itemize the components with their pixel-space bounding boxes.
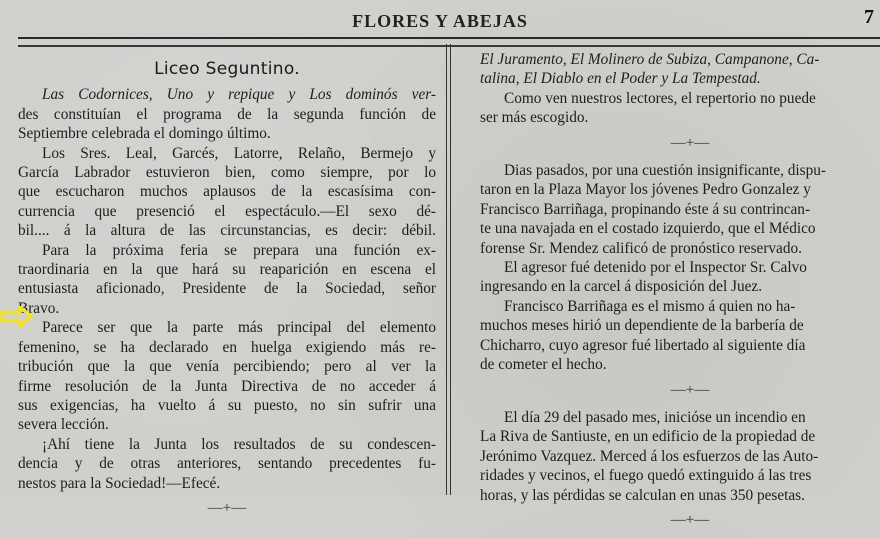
text-line: severa lección.	[18, 416, 109, 434]
text-line: nestos para la Sociedad!—Efecé.	[18, 474, 221, 492]
text-line: talina, El Diablo en el Poder y La Tempestad.	[480, 70, 761, 88]
column-divider	[446, 44, 451, 495]
left-column-body	[18, 85, 436, 493]
text-line: Los Sres. Leal, Garcés, Latorre, Relaño, Bermejo y	[42, 144, 436, 162]
text-line: forense Sr. Mendez calificó de pronóstico reservado.	[480, 239, 802, 257]
running-title: FLORES Y ABEJAS	[352, 11, 528, 31]
text-line: ridades y vecinos, el fuego quedó extinguido á las tres	[480, 467, 812, 485]
text-line: Jerónimo Vazquez. Merced á los esfuerzos de las Auto-	[480, 447, 819, 465]
text-line: El Juramento, El Molinero de Subiza, Campanone, Ca-	[480, 51, 820, 68]
article-title: Liceo Seguntino.	[154, 59, 300, 79]
text-line: te una navajada en el costado izquierdo, que el Médico	[480, 220, 816, 238]
text-line: tribución que la que venía percibiendo; pero al ver la	[18, 358, 436, 376]
text-line: Parece ser que la parte más principal del elemento	[42, 319, 436, 337]
text-line: de cometer el hecho.	[480, 356, 607, 374]
text-line: ser más escogido.	[480, 109, 589, 127]
text-line: taron en la Plaza Mayor los jóvenes Pedro Gonzalez y	[480, 181, 811, 199]
text-line: Para la próxima feria se prepara una función ex-	[42, 241, 436, 259]
text-line: El agresor fué detenido por el Inspector Sr. Calvo	[504, 259, 807, 277]
page-number: 7	[864, 6, 874, 28]
text-line: Las Codornices, Uno y repique y Los dominós ver-	[42, 86, 436, 104]
left-column	[18, 50, 436, 526]
text-line: sus exigencias, ha vuelto á su puesto, no sin sufrir una	[18, 396, 436, 414]
text-line: ¡Ahí tiene la Junta los resultados de su condescen-	[42, 435, 436, 453]
text-line: Francisco Barriñaga es el mismo á quien no ha-	[504, 297, 796, 315]
section-separator: —+—	[207, 499, 247, 516]
text-line: Como ven nuestros lectores, el repertorio no puede	[504, 89, 816, 107]
text-line: traordinaria en la que hará su reaparición en escena el	[18, 261, 436, 279]
text-line: El día 29 del pasado mes, inicióse un incendio en	[504, 408, 806, 426]
text-line: La Riva de Santiuste, en un edificio de la propiedad de	[480, 428, 816, 446]
text-line: horas, y las pérdidas se calculan en unas 350 pesetas.	[480, 486, 805, 504]
page-header	[0, 0, 880, 40]
right-column-body	[480, 50, 880, 530]
text-line: ingresando en la carcel á disposición del Juez.	[480, 278, 763, 296]
text-line: Septiembre celebrada el domingo último.	[18, 125, 271, 143]
text-line: entusiasta aficionado, Presidente de la Sociedad, señor	[18, 280, 436, 298]
right-column	[480, 50, 880, 538]
text-line: Chicharro, cuyo agresor fué libertado al siguiente día	[480, 336, 806, 354]
text-line: García Labrador estuvieron bien, como siempre, por lo	[18, 164, 436, 182]
text-line: currencia que presenció el espectáculo.—El sexo dé-	[18, 202, 436, 220]
text-line: femenino, se ha declarado en huelga exigiendo más re-	[18, 338, 436, 356]
section-separator: —+—	[670, 381, 710, 398]
text-line: Francisco Barriñaga, propinando éste á su contrincan-	[480, 200, 811, 218]
text-line: muchos meses hirió un dependiente de la barbería de	[480, 317, 804, 335]
text-line: firme resolución de la Junta Directiva de no acceder á	[18, 377, 436, 395]
text-line: bil.... á la altura de las circunstancias, es decir: débil.	[18, 222, 436, 240]
text-line: que escucharon muchos aplausos de la escasísima con-	[18, 183, 436, 201]
text-line: Dias pasados, por una cuestión insignificante, dispu-	[504, 162, 827, 180]
text-line: Bravo.	[18, 299, 60, 317]
text-line: dencia y de otras anteriores, sentando precedentes fu-	[18, 455, 436, 473]
section-separator: —+—	[670, 134, 710, 151]
text-line: des constituían el programa de la segunda función de	[18, 105, 436, 123]
section-separator: —+—	[670, 511, 710, 528]
arrow-right-icon	[0, 306, 34, 328]
